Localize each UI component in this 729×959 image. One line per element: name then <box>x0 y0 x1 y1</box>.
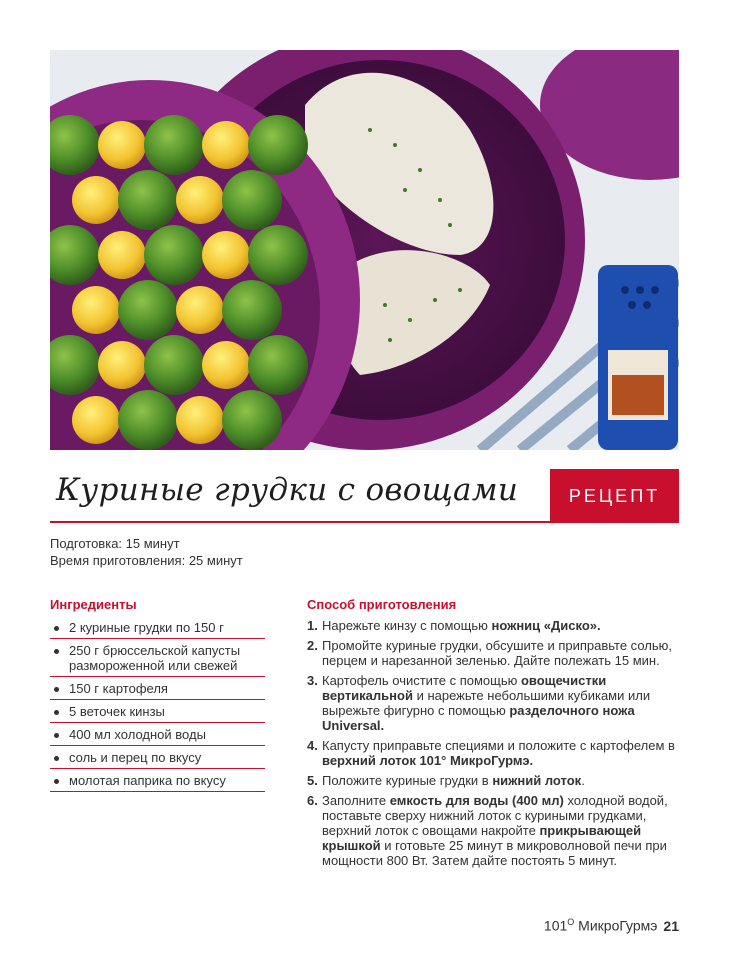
step-text: Промойте куриные грудки, обсушите и приправьте солью, перцем и нарезанной зеленью. Дайте полежать 15 мин. <box>322 638 672 668</box>
title-underline <box>50 521 550 523</box>
recipe-photo <box>50 50 679 450</box>
step-number: 3. <box>307 673 318 688</box>
method-heading: Способ приготовления <box>307 597 457 612</box>
brussels-sprout <box>248 115 308 175</box>
brussels-sprout <box>222 170 282 230</box>
step-number: 4. <box>307 738 318 753</box>
brussels-sprout <box>222 280 282 340</box>
cooking-times <box>50 535 243 569</box>
step-number: 1. <box>307 618 318 633</box>
method-steps <box>307 618 679 868</box>
cook-time: Время приготовления: 25 минут <box>50 553 243 568</box>
step-text: и нарежьте небольшими кубиками или вырежьте фигурно с помощью <box>322 688 651 718</box>
step-highlight: прикрывающей крышкой <box>322 823 642 853</box>
step-text: Капусту приправьте специями и положите с картофелем в <box>322 738 675 753</box>
ingredient-item: соль и перец по вкусу <box>50 748 265 769</box>
method-step <box>307 738 679 768</box>
ingredient-item: 2 куриные грудки по 150 г <box>50 618 265 639</box>
step-number: 6. <box>307 793 318 808</box>
step-highlight: емкость для воды (400 мл) <box>389 793 564 808</box>
potato-ball <box>72 396 120 444</box>
step-text: холодной водой, поставьте сверху нижний лоток с куриными грудками, верхний лоток с овощами накройте <box>322 793 668 838</box>
potato-ball <box>72 176 120 224</box>
brussels-sprout <box>144 335 204 395</box>
step-highlight: верхний лоток 101° МикроГурмэ. <box>322 753 534 768</box>
potato-ball <box>202 341 250 389</box>
brussels-sprout <box>118 170 178 230</box>
potato-ball <box>176 286 224 334</box>
method-step <box>307 618 679 633</box>
ingredient-item: молотая паприка по вкусу <box>50 771 265 792</box>
ingredients-section <box>50 597 265 794</box>
step-number: 2. <box>307 638 318 653</box>
potato-ball <box>98 231 146 279</box>
method-step <box>307 673 679 733</box>
method-step <box>307 793 679 868</box>
brussels-sprout <box>248 225 308 285</box>
ingredient-item: 400 мл холодной воды <box>50 725 265 746</box>
potato-ball <box>176 176 224 224</box>
method-section <box>307 597 679 873</box>
ingredient-item: 150 г картофеля <box>50 679 265 700</box>
potato-ball <box>202 231 250 279</box>
ingredient-item: 250 г брюссельской капусты размороженной или свежей <box>50 641 265 677</box>
step-text: Картофель очистите с помощью <box>322 673 521 688</box>
step-text: . <box>581 773 585 788</box>
brussels-sprout <box>144 225 204 285</box>
page-footer <box>544 917 679 934</box>
potato-ball <box>72 286 120 334</box>
potato-ball <box>202 121 250 169</box>
product-name: МикроГурмэ <box>574 917 658 934</box>
step-text: и готовьте 25 минут в микроволновой печи при мощности 800 Вт. Затем дайте постоять 5 минут. <box>322 838 667 868</box>
recipe-badge: РЕЦЕПТ <box>550 469 679 523</box>
brussels-sprout <box>118 280 178 340</box>
step-number: 5. <box>307 773 318 788</box>
ingredients-heading: Ингредиенты <box>50 597 137 612</box>
step-text: Положите куриные грудки в <box>322 773 493 788</box>
step-highlight: нижний лоток <box>492 773 582 788</box>
step-highlight: разделочного ножа Universal. <box>322 703 635 733</box>
page-number: 21 <box>663 917 679 934</box>
brussels-sprout <box>248 335 308 395</box>
potato-ball <box>98 121 146 169</box>
ingredient-item: 5 веточек кинзы <box>50 702 265 723</box>
prep-time: Подготовка: 15 минут <box>50 536 180 551</box>
product-number: 101 <box>543 917 568 934</box>
method-step <box>307 773 679 788</box>
step-text: Нарежьте кинзу с помощью <box>322 618 492 633</box>
brussels-sprout <box>144 115 204 175</box>
step-text: Заполните <box>322 793 390 808</box>
step-highlight: ножниц «Диско». <box>491 618 601 633</box>
step-highlight: овощечистки вертикальной <box>322 673 607 703</box>
brussels-sprout <box>118 390 178 450</box>
recipe-title: Куриные грудки с овощами <box>56 472 519 508</box>
brussels-sprout <box>222 390 282 450</box>
ingredients-list <box>50 618 265 792</box>
potato-ball <box>176 396 224 444</box>
product-degree: O <box>567 917 575 927</box>
method-step <box>307 638 679 668</box>
potato-ball <box>98 341 146 389</box>
